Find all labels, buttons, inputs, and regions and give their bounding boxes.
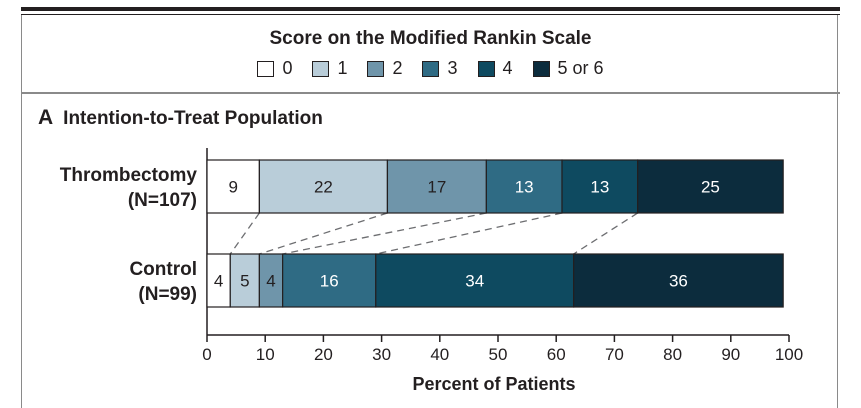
- data-label-thrombectomy-3: 13: [514, 177, 534, 197]
- connector-line-2: [259, 213, 387, 254]
- x-tick-label-80: 80: [663, 345, 683, 364]
- connector-line-4: [376, 213, 562, 254]
- x-tick-label-100: 100: [774, 345, 804, 364]
- connector-line-5: [574, 213, 638, 254]
- legend-label-4: 4: [502, 58, 513, 78]
- data-label-control-0: 4: [213, 271, 224, 291]
- x-tick-label-30: 30: [372, 345, 392, 364]
- panel-letter: A: [38, 106, 54, 129]
- connector-line-1: [230, 213, 259, 254]
- data-label-control-1: 5: [240, 271, 250, 291]
- x-tick-label-40: 40: [430, 345, 450, 364]
- data-label-thrombectomy-4: 13: [590, 177, 610, 197]
- legend-label-3: 3: [447, 58, 458, 78]
- x-tick-label-70: 70: [604, 345, 624, 364]
- data-label-thrombectomy-5: 25: [700, 177, 720, 197]
- row-label-1-line1: Control: [129, 259, 197, 280]
- data-label-control-4: 34: [465, 271, 485, 291]
- row-label-1-line2: (N=99): [138, 284, 197, 305]
- x-tick-label-20: 20: [313, 345, 333, 364]
- data-label-thrombectomy-1: 22: [313, 177, 333, 197]
- x-tick-label-90: 90: [721, 345, 741, 364]
- legend-title: Score on the Modified Rankin Scale: [269, 28, 592, 49]
- legend-label-2: 2: [392, 58, 403, 78]
- x-tick-label-60: 60: [546, 345, 566, 364]
- data-label-thrombectomy-0: 9: [228, 177, 238, 197]
- x-tick-label-10: 10: [255, 345, 275, 364]
- legend-label-0: 0: [282, 58, 293, 78]
- x-tick-label-50: 50: [488, 345, 508, 364]
- connector-line-3: [283, 213, 487, 254]
- x-axis-title: Percent of Patients: [412, 374, 576, 394]
- data-label-control-3: 16: [319, 271, 339, 291]
- legend-label-5: 5 or 6: [557, 58, 604, 78]
- panel-title-text: Intention-to-Treat Population: [63, 108, 323, 129]
- row-label-0-line1: Thrombectomy: [59, 165, 197, 186]
- x-tick-label-0: 0: [202, 345, 212, 364]
- legend-label-1: 1: [337, 58, 348, 78]
- data-label-thrombectomy-2: 17: [427, 177, 447, 197]
- row-label-0-line2: (N=107): [127, 190, 197, 211]
- data-label-control-5: 36: [668, 271, 688, 291]
- data-label-control-2: 4: [266, 271, 276, 291]
